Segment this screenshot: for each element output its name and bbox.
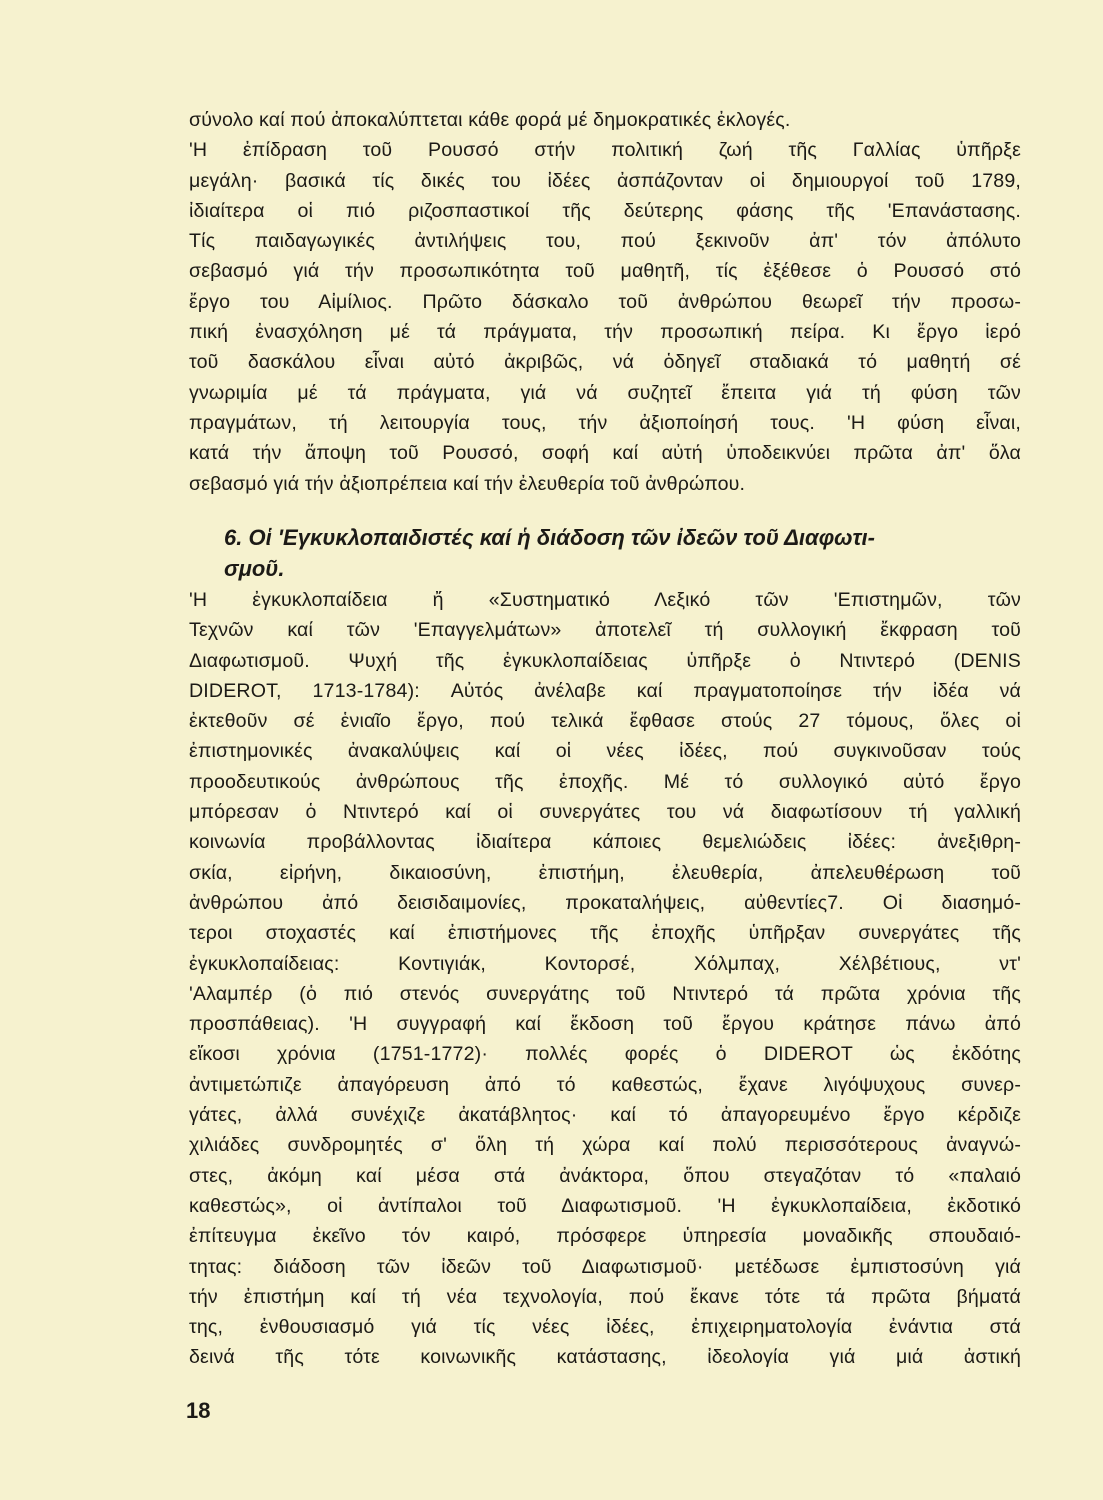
text-line: τητας: διάδοση τῶν ἰδεῶν τοῦ Διαφωτισμοῦ· μετέδωσε ἐμπιστοσύνη γιά bbox=[189, 1255, 1021, 1278]
text-line: 'Αλαμπέρ (ὁ πιό στενός συνεργάτης τοῦ Ντιντερό τά πρῶτα χρόνια τῆς bbox=[189, 982, 1021, 1005]
text-line: σύνολο καί πού ἀποκαλύπτεται κάθε φορά μέ δημοκρατικές ἐκλογές. bbox=[189, 109, 791, 131]
text-line: πραγμάτων, τή λειτουργία τους, τήν ἀξιοποίησή τους. 'Η φύση εἶναι, bbox=[189, 411, 1021, 434]
text-line: καθεστώς», οἱ ἀντίπαλοι τοῦ Διαφωτισμοῦ. 'Η ἐγκυκλοπαίδεια, ἐκδοτικό bbox=[189, 1194, 1021, 1217]
text-line: εἴκοσι χρόνια (1751-1772)· πολλές φορές ὁ DIDEROT ὡς ἐκδότης bbox=[189, 1043, 1021, 1066]
heading-line: σμοῦ. bbox=[224, 556, 285, 581]
text-line: Τεχνῶν καί τῶν 'Επαγγελμάτων» ἀποτελεῖ τή συλλογική ἔκφραση τοῦ bbox=[189, 619, 1021, 642]
page-number: 18 bbox=[186, 1398, 211, 1423]
text-line: Τίς παιδαγωγικές ἀντιλήψεις του, πού ξεκινοῦν ἀπ' τόν ἀπόλυτο bbox=[189, 230, 1021, 253]
text-line: δεινά τῆς τότε κοινωνικῆς κατάστασης, ἰδεολογία γιά μιά ἀστική bbox=[189, 1346, 1021, 1369]
text-line: σεβασμό γιά τήν προσωπικότητα τοῦ μαθητῆ, τίς ἐξέθεσε ὁ Ρουσσό στό bbox=[189, 260, 1021, 283]
text-line: στες, ἀκόμη καί μέσα στά ἀνάκτορα, ὅπου στεγαζόταν τό «παλαιό bbox=[189, 1164, 1021, 1187]
paragraph-encyclopedists bbox=[189, 585, 1021, 1373]
text-line: τοῦ δασκάλου εἶναι αὐτό ἀκριβῶς, νά ὁδηγεῖ σταδιακά τό μαθητή σέ bbox=[189, 351, 1021, 374]
text-line: 'Η ἐγκυκλοπαίδεια ἤ «Συστηματικό Λεξικό τῶν 'Επιστημῶν, τῶν bbox=[189, 589, 1021, 611]
text-line: σεβασμό γιά τήν ἀξιοπρέπεια καί τήν ἐλευθερία τοῦ ἀνθρώπου. bbox=[189, 472, 746, 495]
text-line: ἐπιστημονικές ἀνακαλύψεις καί οἱ νέες ἰδέες, πού συγκινοῦσαν τούς bbox=[189, 740, 1021, 763]
text-line: ἀντιμετώπιζε ἀπαγόρευση ἀπό τό καθεστώς, ἔχανε λιγόψυχους συνερ- bbox=[189, 1073, 1021, 1096]
text-line: ἐκτεθοῦν σέ ἑνιαῖο ἔργο, πού τελικά ἔφθασε στούς 27 τόμους, ὅλες οἱ bbox=[189, 710, 1021, 733]
text-line: χιλιάδες συνδρομητές σ' ὅλη τή χώρα καί πολύ περισσότερους ἀναγνώ- bbox=[189, 1134, 1021, 1157]
text-line: προοδευτικούς ἀνθρώπους τῆς ἐποχῆς. Μέ τό συλλογικό αὐτό ἔργο bbox=[189, 770, 1021, 793]
text-line: σκία, εἰρήνη, δικαιοσύνη, ἐπιστήμη, ἐλευθερία, ἀπελευθέρωση τοῦ bbox=[189, 861, 1021, 884]
text-line: προσπάθειας). 'Η συγγραφή καί ἔκδοση τοῦ ἔργου κράτησε πάνω ἀπό bbox=[189, 1013, 1021, 1036]
text-line: κοινωνία προβάλλοντας ἰδιαίτερα κάποιες θεμελιώδεις ἰδέες: ἀνεξιθρη- bbox=[189, 831, 1021, 854]
text-line: ἔργο του Αἰμίλιος. Πρῶτο δάσκαλο τοῦ ἀνθρώπου θεωρεῖ τήν προσω- bbox=[189, 290, 1021, 313]
text-line: Διαφωτισμοῦ. Ψυχή τῆς ἐγκυκλοπαίδειας ὑπῆρξε ὁ Ντιντερό (DENIS bbox=[189, 649, 1021, 672]
text-line: γνωριμία μέ τά πράγματα, γιά νά συζητεῖ ἔπειτα γιά τή φύση τῶν bbox=[189, 381, 1021, 404]
text-line: ἀνθρώπου ἀπό δεισιδαιμονίες, προκαταλήψεις, αὐθεντίες7. Οἱ διασημό- bbox=[189, 891, 1021, 914]
heading-line: 6. Οἱ 'Εγκυκλοπαιδιστές καί ἡ διάδοση τῶν ἰδεῶν τοῦ Διαφωτι- bbox=[224, 525, 875, 550]
text-line: 'Η ἐπίδραση τοῦ Ρουσσό στήν πολιτική ζωή τῆς Γαλλίας ὑπῆρξε bbox=[189, 139, 1021, 162]
text-line: ἰδιαίτερα οἱ πιό ριζοσπαστικοί τῆς δεύτερης φάσης τῆς 'Επανάστασης. bbox=[189, 199, 1021, 222]
text-line: γάτες, ἀλλά συνέχιζε ἀκατάβλητος· καί τό ἀπαγορευμένο ἔργο κέρδιζε bbox=[189, 1104, 1021, 1127]
paragraph-rousseau bbox=[189, 105, 1021, 499]
text-line: μπόρεσαν ὁ Ντιντερό καί οἱ συνεργάτες του νά διαφωτίσουν τή γαλλική bbox=[189, 801, 1021, 824]
section-heading bbox=[224, 522, 1024, 584]
text-line: ἐγκυκλοπαίδειας: Κοντιγιάκ, Κοντορσέ, Χόλμπαχ, Χέλβέτιους, ντ' bbox=[189, 952, 1021, 975]
text-line: DIDEROT, 1713-1784): Αὐτός ἀνέλαβε καί πραγματοποίησε τήν ἰδέα νά bbox=[189, 679, 1021, 702]
text-line: κατά τήν ἄποψη τοῦ Ρουσσό, σοφή καί αὐτή ὑποδεικνύει πρῶτα ἀπ' ὅλα bbox=[189, 442, 1021, 465]
text-line: τεροι στοχαστές καί ἐπιστήμονες τῆς ἐποχῆς ὑπῆρξαν συνεργάτες τῆς bbox=[189, 922, 1021, 945]
text-line: ἐπίτευγμα ἐκεῖνο τόν καιρό, πρόσφερε ὑπηρεσία μοναδικῆς σπουδαιό- bbox=[189, 1225, 1021, 1248]
text-line: πική ἐνασχόληση μέ τά πράγματα, τήν προσωπική πείρα. Κι ἔργο ἱερό bbox=[189, 321, 1021, 344]
text-line: μεγάλη· βασικά τίς δικές του ἰδέες ἀσπάζονταν οἱ δημιουργοί τοῦ 1789, bbox=[189, 169, 1021, 192]
text-line: τήν ἐπιστήμη καί τή νέα τεχνολογία, πού ἔκανε τότε τά πρῶτα βήματά bbox=[189, 1285, 1021, 1308]
text-line: της, ἐνθουσιασμό γιά τίς νέες ἰδέες, ἐπιχειρηματολογία ἐνάντια στά bbox=[189, 1316, 1021, 1339]
